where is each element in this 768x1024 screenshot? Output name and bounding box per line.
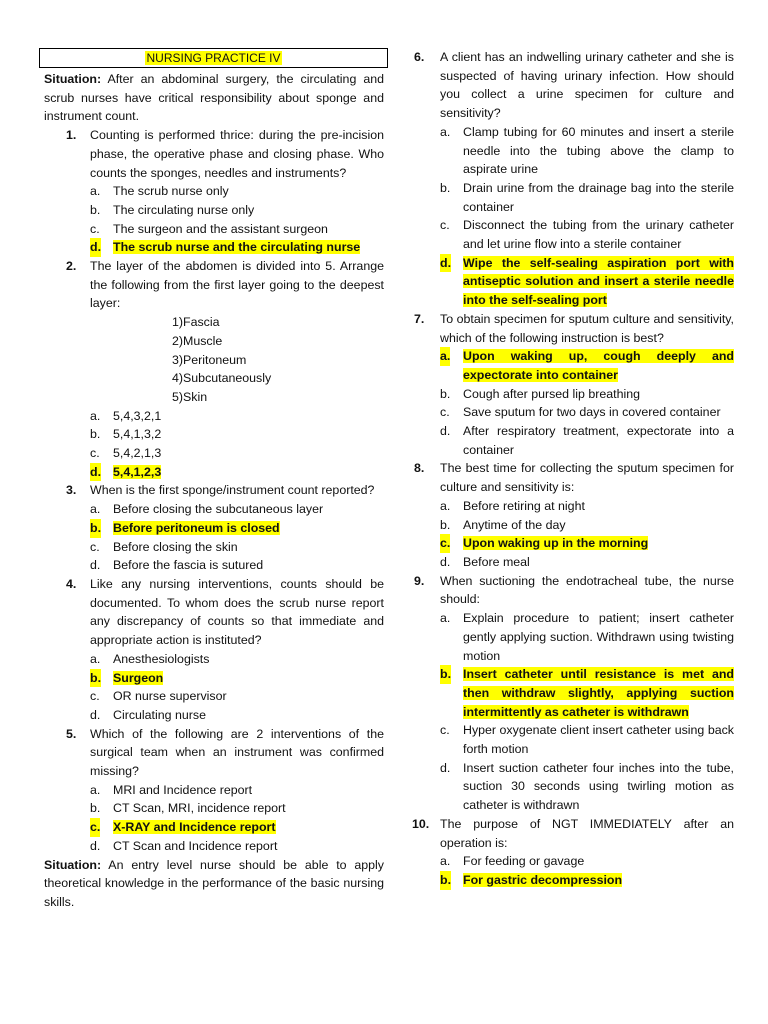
option-letter: a. — [90, 184, 101, 199]
option-a — [440, 609, 734, 665]
option-letter: d. — [440, 760, 451, 775]
question-text: A client has an indwelling urinary catheter and she is suspected of having urinary infection. How should you collect a urine specimen for culture and sensitivity? — [440, 50, 734, 121]
option-a — [90, 407, 384, 426]
question-number: 2. — [66, 259, 77, 274]
option-text: Before meal — [463, 554, 530, 569]
situation-label: Situation: — [44, 72, 102, 86]
option-d — [440, 422, 734, 459]
question-9 — [414, 572, 734, 609]
question-number: 4. — [66, 576, 77, 591]
question-1 — [44, 126, 384, 182]
option-b — [90, 799, 384, 818]
option-letter: b. — [90, 669, 101, 688]
question-2-options — [44, 407, 384, 482]
option-b — [440, 385, 734, 404]
option-letter: c. — [90, 818, 100, 837]
question-10 — [414, 815, 734, 852]
right-column — [414, 48, 734, 890]
question-1-options — [44, 182, 384, 257]
option-b — [90, 425, 384, 444]
option-text: For feeding or gavage — [463, 854, 585, 869]
option-text: The circulating nurse only — [113, 202, 255, 217]
option-letter: b. — [440, 871, 451, 890]
option-a — [90, 650, 384, 669]
question-5-options — [44, 781, 384, 856]
question-text: Which of the following are 2 interventions of the surgical team when an instrument was confirmed missing? — [90, 726, 384, 779]
option-letter: a. — [440, 854, 451, 869]
situation-label: Situation: — [44, 857, 102, 872]
left-column — [44, 70, 384, 912]
option-c-answer — [90, 818, 384, 837]
option-a — [440, 497, 734, 516]
question-number: 10. — [412, 816, 430, 831]
option-text: Insert catheter until resistance is met and then withdraw slightly, applying suction intermittently as catheter is withdrawn — [463, 667, 734, 719]
option-letter: b. — [440, 517, 451, 532]
document-title-box — [39, 48, 388, 68]
question-number: 5. — [66, 726, 77, 741]
option-d — [90, 556, 384, 575]
question-number: 1. — [66, 128, 77, 143]
question-7 — [414, 310, 734, 347]
question-text: The layer of the abdomen is divided into 5. Arrange the following from the first layer going to the deepest layer: — [90, 259, 384, 311]
option-letter: b. — [90, 202, 101, 217]
option-d-answer — [440, 254, 734, 310]
question-text: When suctioning the endotracheal tube, the nurse should: — [440, 573, 734, 607]
option-c — [90, 220, 384, 239]
option-letter: a. — [440, 611, 451, 626]
question-7-options — [414, 347, 734, 459]
option-c-answer — [440, 534, 734, 553]
option-d-answer — [90, 463, 384, 482]
option-a — [90, 182, 384, 201]
option-letter: d. — [90, 707, 101, 722]
option-text: Anytime of the day — [463, 517, 566, 532]
option-text: Upon waking up in the morning — [463, 536, 649, 551]
question-2 — [44, 257, 384, 313]
layer-item: 3)Peritoneum — [172, 352, 247, 367]
situation-paragraph-2 — [44, 856, 384, 912]
option-text: Circulating nurse — [113, 707, 206, 722]
option-text: Explain procedure to patient; insert catheter gently applying suction. Withdrawn using twisting motion — [463, 611, 734, 663]
option-letter: b. — [440, 386, 451, 401]
option-letter: c. — [90, 221, 100, 236]
option-text: Wipe the self-sealing aspiration port with antiseptic solution and insert a sterile needle into the self-sealing port — [463, 255, 734, 308]
abdominal-layer-list — [44, 313, 384, 407]
option-letter: c. — [90, 689, 100, 704]
option-d — [90, 706, 384, 725]
option-d-answer — [90, 238, 384, 257]
option-a-answer — [440, 347, 734, 384]
option-text: The scrub nurse only — [113, 184, 229, 199]
option-text: 5,4,1,3,2 — [113, 427, 162, 442]
option-text: Drain urine from the drainage bag into the sterile container — [463, 180, 734, 214]
option-text: 5,4,1,2,3 — [113, 464, 162, 479]
layer-item: 1)Fascia — [172, 315, 220, 330]
option-a — [90, 500, 384, 519]
option-c — [440, 403, 734, 422]
option-letter: b. — [440, 180, 451, 195]
option-a — [440, 123, 734, 179]
question-6-options — [414, 123, 734, 310]
option-letter: c. — [440, 218, 450, 233]
option-letter: b. — [440, 665, 451, 684]
option-c — [90, 444, 384, 463]
layer-item: 4)Subcutaneously — [172, 371, 272, 386]
layer-item: 2)Muscle — [172, 333, 223, 348]
option-text: Before retiring at night — [463, 498, 585, 513]
option-d — [440, 553, 734, 572]
option-c — [90, 538, 384, 557]
option-text: Cough after pursed lip breathing — [463, 386, 641, 401]
option-text: The scrub nurse and the circulating nurse — [113, 240, 361, 255]
question-text: When is the first sponge/instrument count reported? — [90, 483, 375, 498]
option-letter: d. — [90, 238, 101, 257]
question-number: 7. — [414, 311, 425, 326]
question-8-options — [414, 497, 734, 572]
option-letter: c. — [90, 446, 100, 461]
option-text: CT Scan and Incidence report — [113, 838, 278, 853]
option-letter: d. — [90, 838, 101, 853]
option-b-answer — [440, 871, 734, 890]
question-number: 8. — [414, 461, 425, 476]
option-text: Insert suction catheter four inches into the tube, suction 30 seconds using twirling motion as catheter is withdrawn — [463, 760, 734, 813]
option-text: Disconnect the tubing from the urinary catheter and let urine flow into a sterile container — [463, 218, 734, 252]
option-letter: b. — [90, 427, 101, 442]
option-letter: d. — [440, 554, 451, 569]
option-letter: c. — [440, 723, 450, 738]
question-4-options — [44, 650, 384, 725]
option-text: Before peritoneum is closed — [113, 520, 280, 535]
option-text: Before closing the subcutaneous layer — [113, 502, 324, 517]
question-text: The best time for collecting the sputum specimen for culture and sensitivity is: — [440, 461, 734, 495]
option-a — [440, 852, 734, 871]
option-letter: b. — [90, 519, 101, 538]
question-number: 9. — [414, 573, 425, 588]
question-text: Counting is performed thrice: during the pre-incision phase, the operative phase and closing phase. Who counts the sponges, needles and instruments? — [90, 128, 384, 180]
option-text: Save sputum for two days in covered container — [463, 405, 721, 420]
option-text: MRI and Incidence report — [113, 782, 253, 797]
question-3 — [44, 481, 384, 500]
option-b — [440, 516, 734, 535]
option-letter: a. — [90, 502, 101, 517]
option-text: The surgeon and the assistant surgeon — [113, 221, 328, 236]
question-number: 3. — [66, 483, 77, 498]
question-10-options — [414, 852, 734, 889]
question-number: 6. — [414, 50, 425, 64]
option-letter: a. — [440, 498, 451, 513]
question-8 — [414, 459, 734, 496]
option-text: Before closing the skin — [113, 539, 238, 554]
question-4 — [44, 575, 384, 650]
option-text: Upon waking up, cough deeply and expectorate into container — [463, 349, 734, 382]
situation-text: After an abdominal surgery, the circulating and scrub nurses have critical responsibility about sponge and instrument count. — [44, 72, 384, 124]
option-text: 5,4,3,2,1 — [113, 408, 162, 423]
option-text: Clamp tubing for 60 minutes and insert a sterile needle into the tubing above the clamp to aspirate urine — [463, 124, 734, 177]
option-letter: a. — [440, 347, 450, 366]
situation-paragraph-1 — [44, 70, 384, 126]
question-3-options — [44, 500, 384, 575]
option-text: After respiratory treatment, expectorate into a container — [463, 424, 734, 457]
option-b-answer — [440, 665, 734, 721]
option-text: Anesthesiologists — [113, 651, 210, 666]
option-d — [90, 837, 384, 856]
question-text: To obtain specimen for sputum culture and sensitivity, which of the following instruction is best? — [440, 311, 734, 345]
option-text: CT Scan, MRI, incidence report — [113, 801, 286, 816]
option-letter: d. — [440, 254, 451, 273]
option-letter: a. — [90, 651, 101, 666]
option-b-answer — [90, 519, 384, 538]
question-6 — [414, 48, 734, 123]
option-text: Surgeon — [113, 670, 164, 685]
option-text: Hyper oxygenate client insert catheter using back forth motion — [463, 723, 734, 757]
document-title: NURSING PRACTICE IV — [146, 51, 281, 65]
option-letter: d. — [440, 424, 451, 439]
option-b — [90, 201, 384, 220]
situation-text: An entry level nurse should be able to apply theoretical knowledge in the performance of the basic nursing skills. — [44, 857, 384, 909]
option-letter: a. — [90, 782, 101, 797]
option-letter: c. — [90, 539, 100, 554]
option-letter: d. — [90, 463, 101, 482]
option-letter: b. — [90, 801, 101, 816]
option-c — [440, 216, 734, 253]
option-c — [90, 687, 384, 706]
option-text: X-RAY and Incidence report — [113, 820, 276, 835]
option-b — [440, 179, 734, 216]
question-text: Like any nursing interventions, counts should be documented. To whom does the scrub nurse report any discrepancy of counts so that immediate and appropriate action is instituted? — [90, 576, 384, 648]
option-letter: d. — [90, 558, 101, 573]
option-letter: a. — [90, 408, 101, 423]
question-9-options — [414, 609, 734, 815]
option-b-answer — [90, 669, 384, 688]
option-letter: c. — [440, 405, 450, 420]
option-letter: c. — [440, 534, 450, 553]
option-text: OR nurse supervisor — [113, 689, 227, 704]
option-c — [440, 721, 734, 758]
layer-item: 5)Skin — [172, 389, 208, 404]
option-letter: a. — [440, 124, 451, 139]
option-text: Before the fascia is sutured — [113, 558, 264, 573]
option-text: For gastric decompression — [463, 872, 623, 887]
option-a — [90, 781, 384, 800]
option-d — [440, 759, 734, 815]
question-5 — [44, 725, 384, 781]
option-text: 5,4,2,1,3 — [113, 446, 162, 461]
question-text: The purpose of NGT IMMEDIATELY after an operation is: — [440, 816, 734, 850]
